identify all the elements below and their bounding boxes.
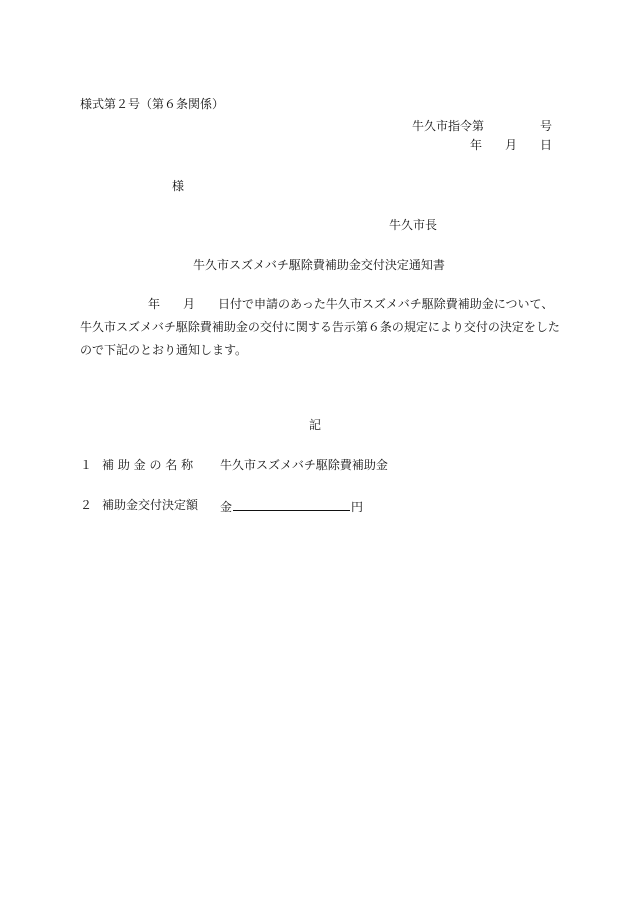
addressee-suffix: 様 (172, 179, 185, 193)
body-line-2: 牛久市スズメバチ駆除費補助金の交付に関する告示第６条の規定により交付の決定をした (80, 320, 560, 334)
notice-title: 牛久市スズメバチ駆除費補助金交付決定通知書 (193, 258, 445, 272)
item-label: 補 助 金 の 名 称 (102, 458, 194, 472)
amount-blank-line (233, 498, 350, 511)
notice-number-prefix: 牛久市指令第 (412, 119, 485, 133)
date-day: 日 (540, 138, 553, 152)
ki-heading: 記 (309, 418, 322, 432)
body-month: 月 (183, 297, 196, 311)
amount-prefix: 金 (220, 500, 233, 514)
notice-number-suffix: 号 (540, 119, 553, 133)
item-label: 補助金交付決定額 (102, 498, 199, 512)
amount-field (220, 498, 363, 514)
issuer-name: 牛久市長 (389, 218, 438, 232)
item-value: 牛久市スズメバチ駆除費補助金 (220, 458, 388, 472)
notice-body (80, 293, 560, 362)
body-line-1-text: 日付で申請のあった牛久市スズメバチ駆除費補助金について、 (218, 297, 554, 311)
form-label: 様式第２号（第６条関係） (80, 97, 225, 111)
body-year: 年 (148, 297, 161, 311)
amount-suffix: 円 (351, 500, 364, 514)
body-line-3: ので下記のとおり通知します。 (80, 343, 248, 357)
item-number: ２ (80, 498, 93, 512)
date-year: 年 (470, 138, 483, 152)
date-month: 月 (505, 138, 518, 152)
body-line-1 (80, 293, 552, 316)
item-number: １ (80, 458, 93, 472)
